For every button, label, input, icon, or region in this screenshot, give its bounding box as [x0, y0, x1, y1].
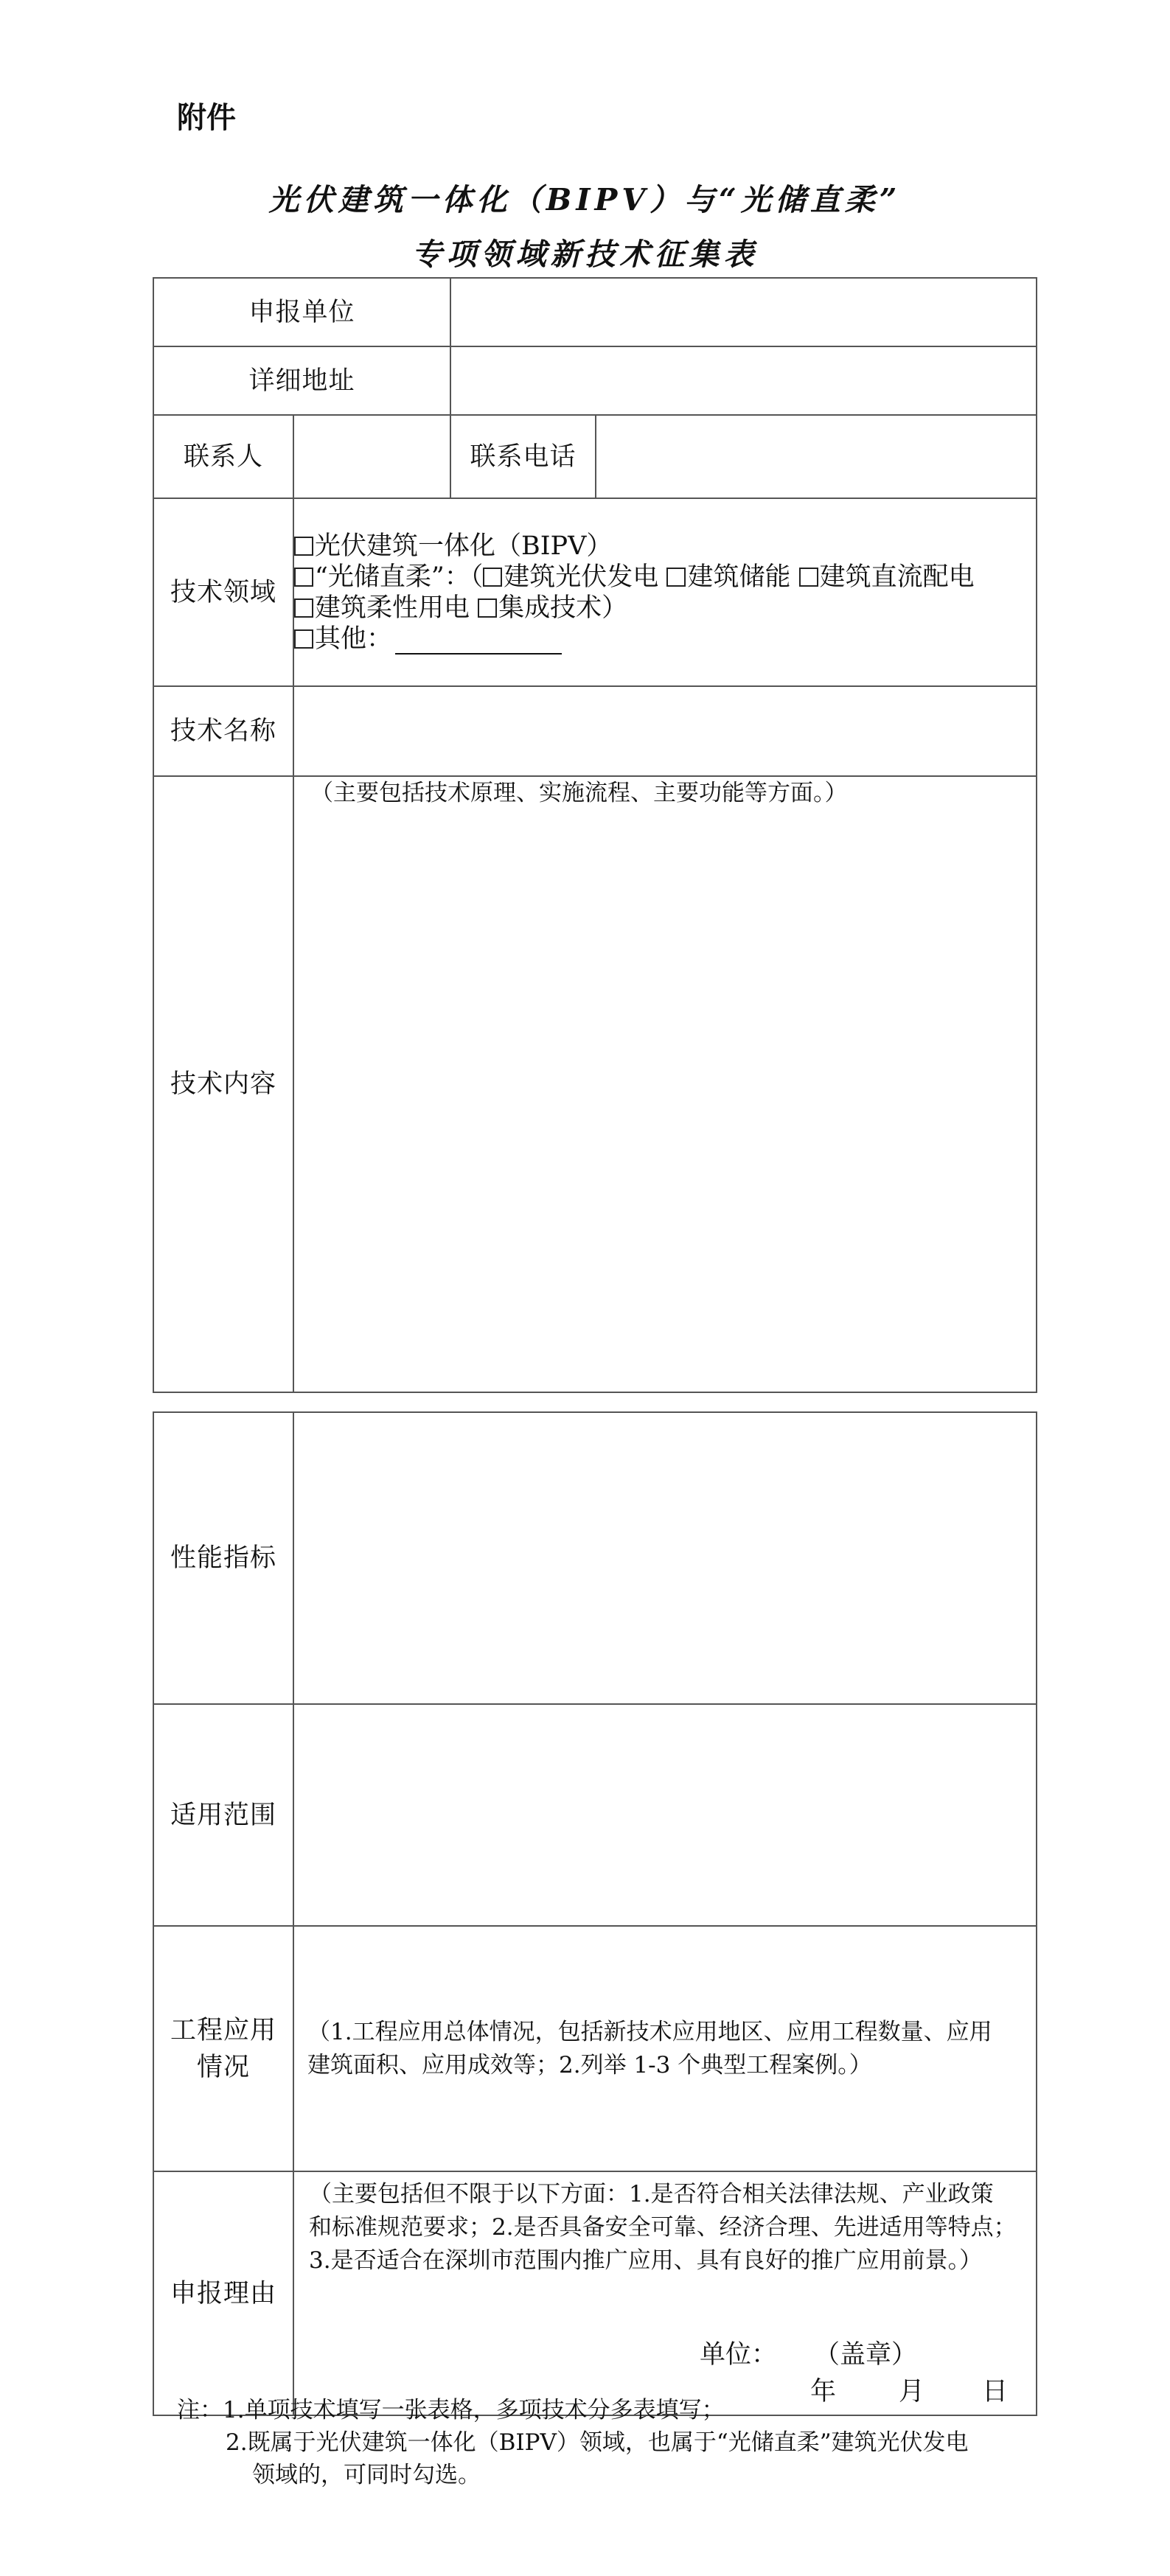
- note-prefix: 注：: [177, 2397, 223, 2423]
- performance-label: 性能指标: [153, 1412, 293, 1704]
- tech-name-label: 技术名称: [153, 686, 293, 776]
- engineering-hint-line1: （1.工程应用总体情况，包括新技术应用地区、应用工程数量、应用: [307, 2018, 992, 2045]
- note-line2: 2.既属于光伏建筑一体化（BIPV）领域，也属于“光储直柔”建筑光伏发电: [226, 2429, 969, 2456]
- tech-content-hint: （主要包括技术原理、实施流程、主要功能等方面。）: [310, 780, 848, 806]
- checkbox-storage[interactable]: [666, 568, 686, 587]
- option-dc-distribution-label: 建筑直流配电: [819, 562, 975, 592]
- contact-label: 联系人: [153, 415, 293, 498]
- option-row-4: [294, 624, 1036, 655]
- performance-field[interactable]: [293, 1412, 1037, 1704]
- checkbox-integration[interactable]: [478, 598, 497, 618]
- reason-hint-line2: 和标准规范要求；2.是否具备安全可靠、经济合理、先进适用等特点；: [309, 2214, 1017, 2241]
- form-title-line2: 专项领域新技术征集表: [411, 237, 759, 272]
- checkbox-bipv[interactable]: [294, 537, 313, 556]
- tech-name-field[interactable]: [293, 686, 1037, 776]
- scope-label: 适用范围: [153, 1704, 293, 1926]
- attachment-label: 附件: [177, 101, 236, 135]
- tech-field-options: [293, 498, 1037, 686]
- reason-hint-line1: （主要包括但不限于以下方面：1.是否符合相关法律法规、产业政策: [309, 2181, 994, 2207]
- option-row-3: [294, 593, 1036, 624]
- reason-field[interactable]: [293, 2171, 1037, 2415]
- address-label: 详细地址: [153, 346, 450, 415]
- tech-content-field[interactable]: [293, 776, 1037, 1392]
- applicant-unit-field[interactable]: [450, 278, 1037, 346]
- option-building-pv-label: 建筑光伏发电: [504, 562, 659, 592]
- reason-label: 申报理由: [153, 2171, 293, 2415]
- option-flexible-load-label: 建筑柔性用电: [315, 593, 470, 623]
- checkbox-flexible-load[interactable]: [294, 598, 313, 618]
- tech-content-label: 技术内容: [153, 776, 293, 1392]
- engineering-label: [153, 1926, 293, 2171]
- note-text-1: 1.单项技术填写一张表格，多项技术分多表填写；: [223, 2397, 725, 2423]
- option-row-1: [294, 531, 1036, 562]
- option-other-label: 其他：: [315, 624, 393, 654]
- checkbox-pedf[interactable]: [294, 568, 313, 587]
- checkbox-building-pv[interactable]: [483, 568, 502, 587]
- address-field[interactable]: [450, 346, 1037, 415]
- day-label: 日: [982, 2377, 1009, 2406]
- option-integration-label: 集成技术）: [498, 593, 628, 623]
- note-line3: 领域的，可同时勾选。: [252, 2462, 481, 2488]
- application-form-table-2: [153, 1411, 1037, 2416]
- year-label: 年: [810, 2377, 837, 2406]
- engineering-label-line2: 情况: [196, 2052, 250, 2082]
- reason-hint-line3: 3.是否适合在深圳市范围内推广应用、具有良好的推广应用前景。）: [309, 2247, 983, 2274]
- notes: [177, 2394, 1062, 2491]
- form-title-line1: 光伏建筑一体化（BIPV）与“光储直柔”: [268, 182, 902, 217]
- option-pedf-label: “光储直柔”：（: [315, 562, 484, 592]
- engineering-hint-line2: 建筑面积、应用成效等；2.列举 1-3 个典型工程案例。）: [307, 2051, 872, 2078]
- checkbox-dc-distribution[interactable]: [799, 568, 818, 587]
- checkbox-other[interactable]: [294, 629, 313, 649]
- tech-field-label: 技术领域: [153, 498, 293, 686]
- applicant-unit-label: 申报单位: [153, 278, 450, 346]
- seal-label: （盖章）: [814, 2340, 918, 2370]
- scope-field[interactable]: [293, 1704, 1037, 1926]
- option-row-2: [294, 562, 1036, 593]
- note-line1: [177, 2394, 1062, 2426]
- engineering-field[interactable]: [293, 1926, 1037, 2171]
- option-storage-label: 建筑储能: [687, 562, 791, 592]
- application-form-table-1: [153, 277, 1037, 1393]
- other-input-line[interactable]: [395, 629, 562, 655]
- month-label: 月: [899, 2377, 925, 2406]
- contact-field[interactable]: [293, 415, 450, 498]
- phone-field[interactable]: [596, 415, 1037, 498]
- unit-label: 单位：: [700, 2340, 778, 2370]
- phone-label: 联系电话: [450, 415, 596, 498]
- engineering-label-line1: 工程应用: [170, 2015, 276, 2045]
- option-bipv-label: 光伏建筑一体化（BIPV）: [315, 531, 613, 561]
